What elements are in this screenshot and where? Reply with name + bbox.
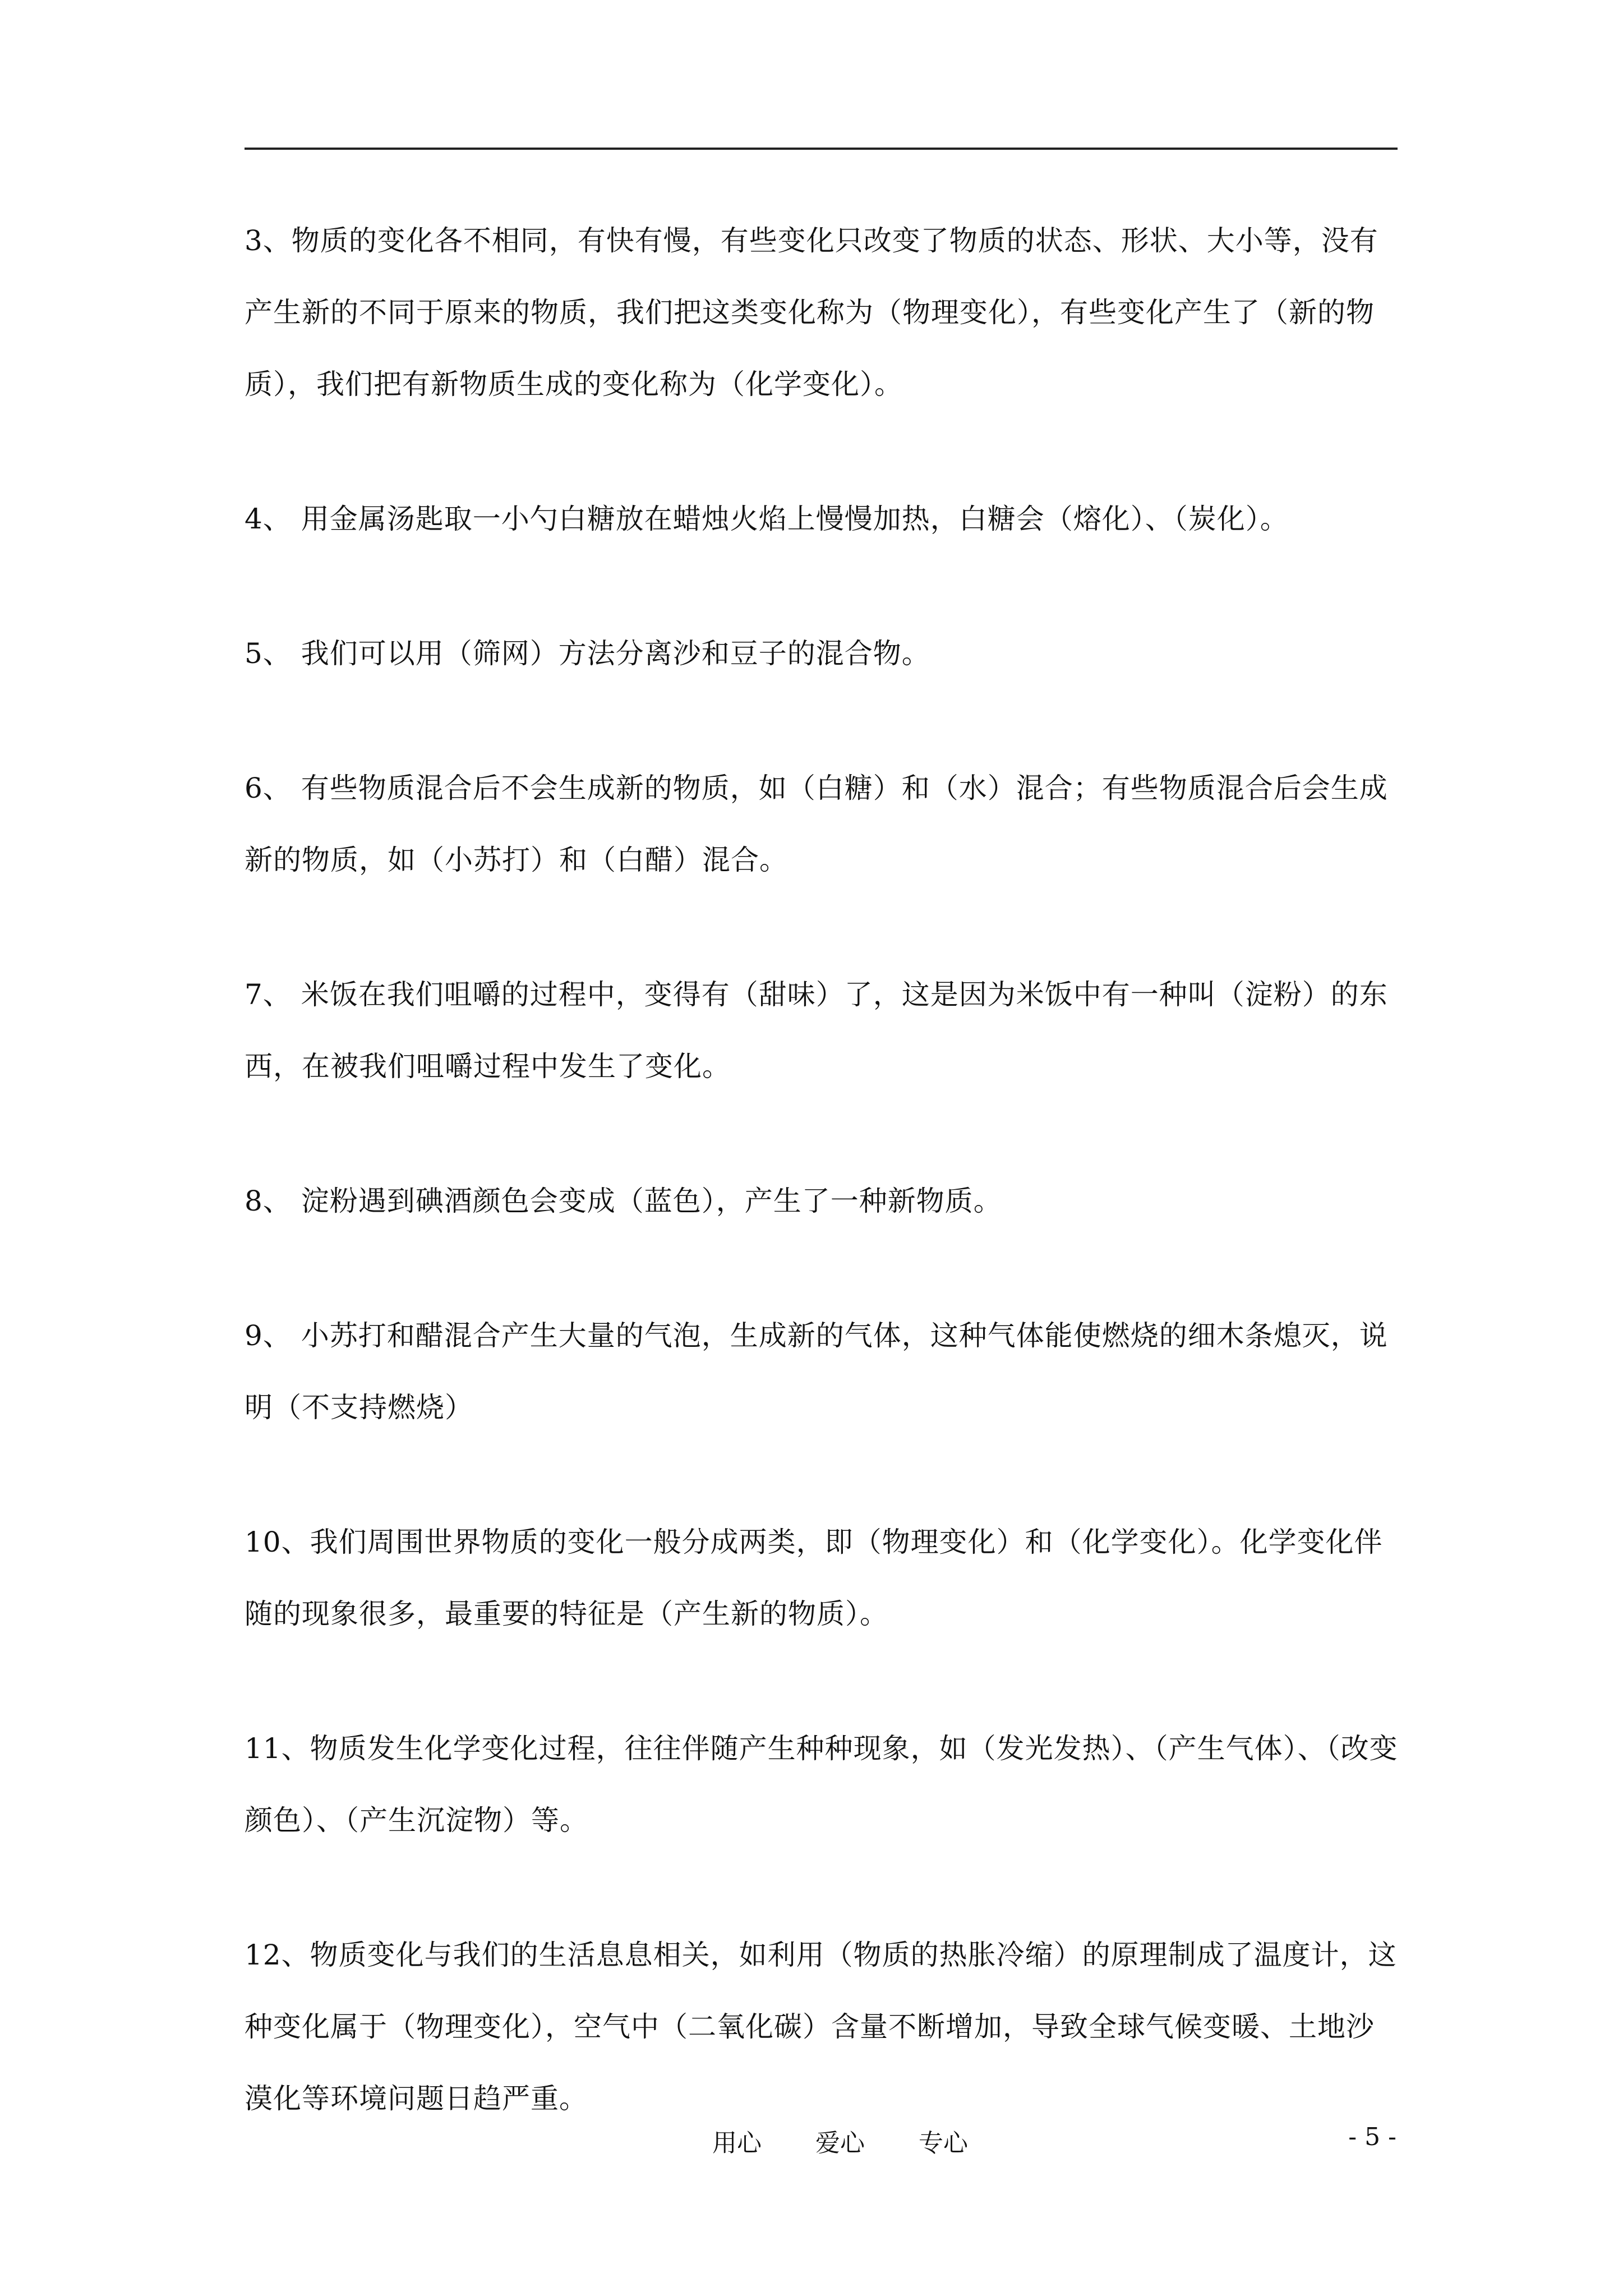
document-body — [245, 205, 1400, 2197]
footer-motto: 用心 — [712, 2129, 762, 2157]
paragraph-9: 9、 小苏打和醋混合产生大量的气泡，生成新的气体，这种气体能使燃烧的细木条熄灭，说明（不支持燃烧） — [245, 1319, 1388, 1424]
footer-motto: 专心 — [919, 2129, 968, 2157]
paragraph-7: 7、 米饭在我们咀嚼的过程中，变得有（甜味）了，这是因为米饭中有一种叫（淀粉）的东西，在被我们咀嚼过程中发生了变化。 — [245, 978, 1388, 1083]
page-footer — [0, 2123, 1623, 2162]
paragraph-11: 11、物质发生化学变化过程，往往伴随产生种种现象，如（发光发热）、（产生气体）、（改变颜色）、（产生沉淀物）等。 — [245, 1732, 1398, 1837]
page-number: - 5 - — [1348, 2123, 1396, 2151]
footer-motto: 爱心 — [815, 2129, 865, 2157]
paragraph-5: 5、 我们可以用（筛网）方法分离沙和豆子的混合物。 — [245, 637, 930, 670]
footer-mottos — [712, 2123, 968, 2159]
paragraph-8: 8、 淀粉遇到碘酒颜色会变成（蓝色），产生了一种新物质。 — [245, 1185, 1002, 1217]
paragraph-12: 12、物质变化与我们的生活息息相关，如利用（物质的热胀冷缩）的原理制成了温度计，这种变化属于（物理变化），空气中（二氧化碳）含量不断增加，导致全球气候变暖、土地沙漠化等环境问题日趋严重。 — [245, 1939, 1397, 2115]
paragraph-4: 4、 用金属汤匙取一小勺白糖放在蜡烛火焰上慢慢加热，白糖会（熔化）、（炭化）。 — [245, 503, 1289, 535]
paragraph-10: 10、我们周围世界物质的变化一般分成两类，即（物理变化）和（化学变化）。化学变化伴随的现象很多，最重要的特征是（产生新的物质）。 — [245, 1526, 1383, 1630]
paragraph-6: 6、 有些物质混合后不会生成新的物质，如（白糖）和（水）混合；有些物质混合后会生成新的物质，如（小苏打）和（白醋）混合。 — [245, 772, 1388, 876]
header-rule — [245, 148, 1398, 150]
paragraph-3: 3、物质的变化各不相同，有快有慢，有些变化只改变了物质的状态、形状、大小等，没有产生新的不同于原来的物质，我们把这类变化称为（物理变化），有些变化产生了（新的物质），我们把有新物质生成的变化称为（化学变化）。 — [245, 224, 1378, 401]
